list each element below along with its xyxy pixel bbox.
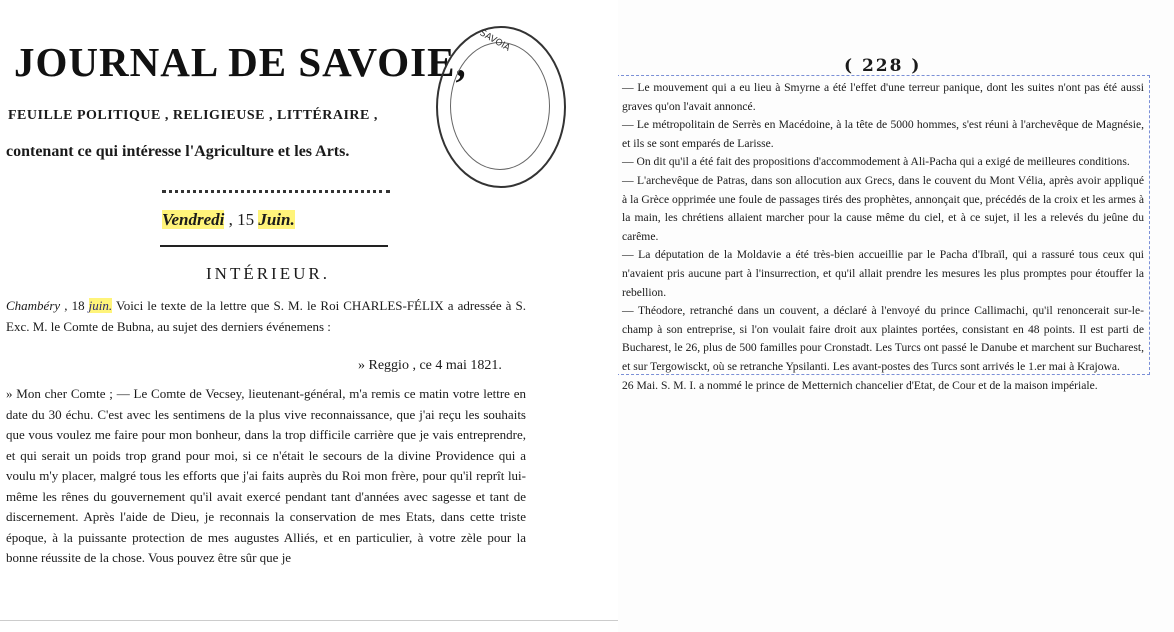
news-paragraph: — Le métropolitain de Serrès en Macédoine, à la tête de 5000 hommes, s'est réuni à l'archevêque de Magnésie, et ils se sont emparés de Larisse. (622, 118, 1144, 150)
intro-paragraph: Chambéry , 18 juin. Voici le texte de la lettre que S. M. le Roi CHARLES-FÉLIX a adressée à S. Exc. M. le Comte de Bubna, au sujet des derniers événemens : (6, 298, 526, 334)
right-page (618, 0, 1174, 632)
news-paragraph: 26 Mai. S. M. I. a nommé le prince de Metternich chancelier d'Etat, de Cour et de la maison impériale. (622, 378, 1098, 392)
solid-divider (160, 245, 388, 247)
news-paragraph: — La députation de la Moldavie a été très-bien accueillie par le Pacha d'Ibraïl, qui a rassuré tous ceux qui n'avaient pris aucune part à l'insurrection, et qu'il allait prendre les mesures les plus promptes pour étouffer la rebellion. (622, 248, 1144, 299)
news-paragraph: — Théodore, retranché dans un couvent, a déclaré à l'envoyé du prince Callimachi, qu'il renoncerait sur-le-champ à son entreprise, si l'on voulait faire droit aux plaintes portées, consistant en 48 points. Il est parti de Bucharest, le 26, plus de 500 familles pour Cronstadt. Les Turcs ont passé le Danube et marchent sur Bucharest, et sur Tergowisckt, où se retranche Ypsilanti. Les avant-postes des Turcs sont arrivés le 1.er mai à Krajowa. (622, 304, 1144, 373)
dateline-day: Vendredi (162, 210, 225, 229)
section-heading: INTÉRIEUR. (206, 264, 330, 283)
news-column (622, 79, 1144, 395)
masthead-title: JOURNAL DE SAVOIE, (14, 39, 467, 85)
news-paragraph: — Le mouvement qui a eu lieu à Smyrne a été l'effet d'une terreur panique, dont les suites n'ont pas été aussi graves qu'on l'avait annoncé. (622, 81, 1144, 113)
dateline-month: Juin. (258, 210, 295, 229)
library-stamp (436, 26, 566, 188)
letter-body: » Mon cher Comte ; — Le Comte de Vecsey, lieutenant-général, m'a remis ce matin votre lettre en date du 30 échu. C'est avec les sentimens de la plus vive reconnaissance, que j'ai reçu les souhaits que vous voulez me faire pour mon bonheur, dans la trop difficile carrière que je vais entreprendre, et qui serait un poids trop grand pour moi, si ce n'était le secours de la divine Providence qui a voulu m'y placer, malgré tous les efforts que j'ai faits auprès du Roi mon frère, pour qu'il reprît lui-même les rênes du gouvernement qu'il avait exercé pendant tant d'années avec sagesse et tant de discernement. Après l'aide de Dieu, je reconnais la conservation de mes Etats, dans cette triste époque, à la puissante protection de mes augustes Alliés, et en particulier, à votre zèle pour la bonne réussite de la chose. Vous pouvez être sûr que je (6, 386, 526, 565)
dateline-number: 15 (237, 210, 255, 229)
intro-place: Chambéry (6, 298, 61, 313)
intro-text: Voici le texte de la lettre que S. M. le Roi CHARLES-FÉLIX a adressée à S. Exc. M. le Comte de Bubna, au sujet des derniers événemens : (6, 298, 526, 334)
issue-dateline: Vendredi , 15 Juin. (162, 210, 295, 229)
letter-header: » Reggio , ce 4 mai 1821. (358, 358, 502, 373)
news-paragraph: — On dit qu'il a été fait des propositions d'accommodement à Ali-Pacha qui a exigé de meilleures conditions. (622, 155, 1130, 169)
intro-day: 18 (71, 298, 85, 313)
news-paragraph: — L'archevêque de Patras, dans son allocution aux Grecs, dans le couvent du Mont Vélia, après avoir appliqué à la Grèce opprimée une foule de passages tirés des prophètes, annonçait que, précédés de la croix et les armes à la main, les chrétiens allaient marcher pour la cause même du ciel, et à ce sujet, il les a relevés du jeûne du carême. (622, 173, 1144, 243)
page-bottom-edge (0, 620, 618, 621)
page-number: ( 228 ) (844, 56, 922, 76)
subtitle-line-1: FEUILLE POLITIQUE , RELIGIEUSE , LITTÉRAIRE , (8, 108, 378, 123)
stamp-inner-ring (450, 42, 550, 170)
intro-month: juin. (88, 298, 113, 313)
subtitle-line-2: contenant ce qui intéresse l'Agriculture et les Arts. (6, 143, 350, 160)
dotted-divider (162, 190, 390, 193)
stamp-text: SAVOIA (477, 28, 512, 54)
